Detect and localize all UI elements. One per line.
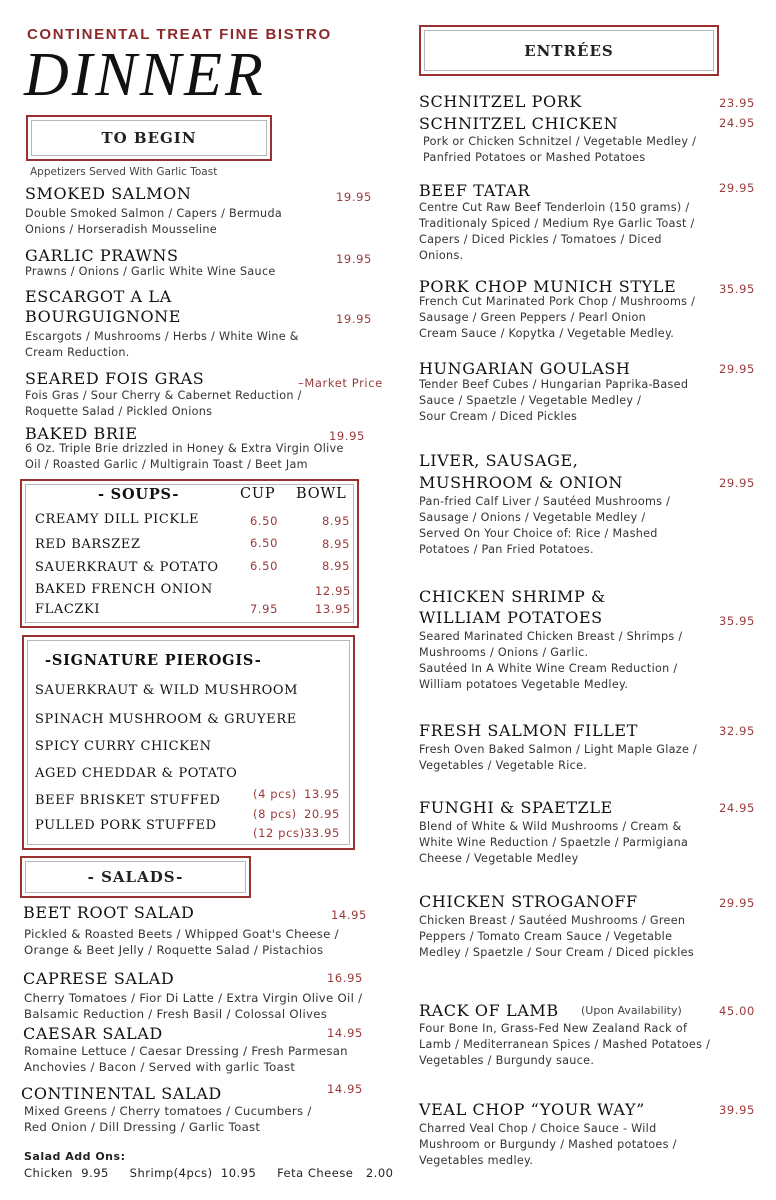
entree-title: HUNGARIAN GOULASH <box>419 359 631 378</box>
entree-title: CHICKEN SHRIMP & <box>419 587 606 606</box>
pierogis-heading: -SIGNATURE PIEROGIS- <box>45 652 262 669</box>
appetizer-title: BAKED BRIE <box>25 424 138 443</box>
appetizer-title: SEARED FOIS GRAS <box>25 369 205 388</box>
salad-desc: Romaine Lettuce / Caesar Dressing / Fresh Parmesan Anchovies / Bacon / Served with garlic Toast <box>24 1044 348 1074</box>
soup-name: FLACZKI <box>35 602 101 617</box>
salad-title: BEET ROOT SALAD <box>23 903 195 922</box>
entree-title: LIVER, SAUSAGE, <box>419 451 579 470</box>
pierogi-price: 20.95 <box>304 807 340 821</box>
entree-desc: Fresh Oven Baked Salmon / Light Maple Glaze / Vegetables / Vegetable Rice. <box>419 743 698 772</box>
salad-desc: Cherry Tomatoes / Fior Di Latte / Extra Virgin Olive Oil / Balsamic Reduction / Fresh Basil / Colossal Olives <box>24 991 363 1021</box>
soup-cup-price: 6.50 <box>250 559 279 573</box>
appetizer-desc: 6 Oz. Triple Brie drizzled in Honey & Extra Virgin Olive Oil / Roasted Garlic / Multigrain Toast / Beet Jam <box>25 442 344 471</box>
appetizer-price: 19.95 <box>336 252 372 266</box>
entree-desc: Four Bone In, Grass-Fed New Zealand Rack of Lamb / Mediterranean Spices / Mashed Potatoes / Vegetables / Burgundy sauce. <box>419 1022 711 1067</box>
entree-desc: Pan-fried Calf Liver / Sautéed Mushrooms / Sausage / Onions / Vegetable Medley / Served On Your Choice of: Rice / Mashed Potatoes / Pan Fried Potatoes. <box>419 495 671 556</box>
pierogi-name: SPINACH MUSHROOM & GRUYERE <box>35 712 297 727</box>
soup-bowl-price: 13.95 <box>315 602 351 616</box>
entree-title-line2: MUSHROOM & ONION <box>419 473 624 492</box>
entree-title: RACK OF LAMB <box>419 1001 559 1020</box>
salad-title: CAPRESE SALAD <box>23 969 175 988</box>
salad-price: 14.95 <box>327 1026 363 1040</box>
salad-price: 16.95 <box>327 971 363 985</box>
pierogi-qty: (4 pcs) <box>253 787 297 801</box>
soup-bowl-price: 8.95 <box>322 559 351 573</box>
entree-title: FUNGHI & SPAETZLE <box>419 798 613 817</box>
appetizer-title-line2: BOURGUIGNONE <box>25 307 182 326</box>
entree-desc: Chicken Breast / Sautéed Mushrooms / Green Peppers / Tomato Cream Sauce / Vegetable Medley / Spaetzle / Sour Cream / Diced pickles <box>419 914 694 959</box>
pierogi-name: AGED CHEDDAR & POTATO <box>35 766 238 781</box>
soup-bowl-price: 8.95 <box>322 514 351 528</box>
entree-price: 29.95 <box>719 476 755 490</box>
entree-title: VEAL CHOP “YOUR WAY” <box>419 1100 645 1119</box>
entree-price: 32.95 <box>719 724 755 738</box>
cup-column-label: CUP <box>240 486 276 502</box>
salads-heading: - SALADS- <box>87 868 184 886</box>
pierogi-name: SPICY CURRY CHICKEN <box>35 739 212 754</box>
salad-addons-title: Salad Add Ons: <box>24 1150 126 1163</box>
soup-name: CREAMY DILL PICKLE <box>35 512 200 527</box>
soups-heading: - SOUPS- <box>98 486 180 503</box>
soup-bowl-price: 8.95 <box>322 537 351 551</box>
soup-bowl-price: 12.95 <box>315 584 351 598</box>
soup-name: BAKED FRENCH ONION <box>35 582 213 597</box>
soup-name: RED BARSZEZ <box>35 537 141 552</box>
entree-price: 39.95 <box>719 1103 755 1117</box>
pierogi-price: 33.95 <box>304 826 340 840</box>
entree-desc: Charred Veal Chop / Choice Sauce - Wild Mushroom or Burgundy / Mashed potatoes / Vegetables medley. <box>419 1122 677 1167</box>
entree-price: 35.95 <box>719 282 755 296</box>
entrees-heading: ENTRÉES <box>524 41 614 60</box>
entree-price-2: 24.95 <box>719 116 755 130</box>
entree-desc: French Cut Marinated Pork Chop / Mushrooms / Sausage / Green Peppers / Pearl Onion Cream Sauce / Kopytka / Vegetable Medley. <box>419 295 696 340</box>
entree-desc: Pork or Chicken Schnitzel / Vegetable Medley / Panfried Potatoes or Mashed Potatoes <box>423 135 697 164</box>
menu-title: DINNER <box>24 41 266 109</box>
pierogi-price: 13.95 <box>304 787 340 801</box>
entree-price: 29.95 <box>719 896 755 910</box>
entree-title: BEEF TATAR <box>419 181 531 200</box>
appetizer-price: 19.95 <box>336 312 372 326</box>
salads-heading-box <box>20 856 251 898</box>
pierogi-name: SAUERKRAUT & WILD MUSHROOM <box>35 683 299 698</box>
salad-title: CONTINENTAL SALAD <box>21 1084 222 1103</box>
salad-price: 14.95 <box>331 908 367 922</box>
entree-title: PORK CHOP MUNICH STYLE <box>419 277 677 296</box>
bowl-column-label: BOWL <box>296 486 347 502</box>
entree-desc: Centre Cut Raw Beef Tenderloin (150 grams) / Traditionaly Spiced / Medium Rye Garlic Toast / Capers / Diced Pickles / Tomatoes / Diced Onions. <box>419 201 695 262</box>
appetizer-price: 19.95 <box>329 429 365 443</box>
entree-title-line2: WILLIAM POTATOES <box>419 608 603 627</box>
entree-title: SCHNITZEL PORK <box>419 92 582 111</box>
pierogi-name: BEEF BRISKET STUFFED <box>35 793 221 808</box>
salad-desc: Mixed Greens / Cherry tomatoes / Cucumbers / Red Onion / Dill Dressing / Garlic Toast <box>24 1104 312 1134</box>
restaurant-name: CONTINENTAL TREAT FINE BISTRO <box>27 26 332 43</box>
to-begin-heading: TO BEGIN <box>101 129 197 147</box>
appetizer-title: ESCARGOT A LA <box>25 287 172 306</box>
soup-cup-price: 6.50 <box>250 514 279 528</box>
salad-price: 14.95 <box>327 1082 363 1096</box>
appetizer-price: –Market Price <box>298 376 383 390</box>
appetizer-desc: Fois Gras / Sour Cherry & Cabernet Reduction / Roquette Salad / Pickled Onions <box>25 389 302 418</box>
appetizer-desc: Prawns / Onions / Garlic White Wine Sauce <box>25 265 276 278</box>
appetizer-title: GARLIC PRAWNS <box>25 246 179 265</box>
entree-price: 23.95 <box>719 96 755 110</box>
appetizer-desc: Double Smoked Salmon / Capers / Bermuda Onions / Horseradish Mousseline <box>25 207 283 236</box>
salad-desc: Pickled & Roasted Beets / Whipped Goat's Cheese / Orange & Beet Jelly / Roquette Salad / Pistachios <box>24 927 339 957</box>
entrees-heading-box <box>419 25 719 76</box>
appetizer-desc: Escargots / Mushrooms / Herbs / White Wine & Cream Reduction. <box>25 330 299 359</box>
appetizer-note: Appetizers Served With Garlic Toast <box>30 166 218 178</box>
appetizer-title: SMOKED SALMON <box>25 184 192 203</box>
soup-cup-price: 7.95 <box>250 602 279 616</box>
entree-price: 35.95 <box>719 614 755 628</box>
salad-addons: Chicken 9.95 Shrimp(4pcs) 10.95 Feta Cheese 2.00 <box>24 1166 394 1180</box>
pierogi-name: PULLED PORK STUFFED <box>35 818 217 833</box>
to-begin-heading-box <box>26 115 272 161</box>
entree-price: 45.00 <box>719 1004 755 1018</box>
entree-price: 29.95 <box>719 362 755 376</box>
entree-desc: Tender Beef Cubes / Hungarian Paprika-Based Sauce / Spaetzle / Vegetable Medley / Sour Cream / Diced Pickles <box>419 378 689 423</box>
pierogi-qty: (12 pcs) <box>253 826 305 840</box>
entree-title: FRESH SALMON FILLET <box>419 721 638 740</box>
availability-note: (Upon Availability) <box>581 1004 682 1017</box>
entree-desc: Seared Marinated Chicken Breast / Shrimps / Mushrooms / Onions / Garlic. Sautéed In A White Wine Cream Reduction / William potatoes Vegetable Medley. <box>419 630 683 691</box>
salad-title: CAESAR SALAD <box>23 1024 163 1043</box>
entree-title-line2: SCHNITZEL CHICKEN <box>419 114 619 133</box>
entree-title: CHICKEN STROGANOFF <box>419 892 638 911</box>
entree-price: 29.95 <box>719 181 755 195</box>
soup-cup-price: 6.50 <box>250 536 279 550</box>
entree-price: 24.95 <box>719 801 755 815</box>
pierogi-qty: (8 pcs) <box>253 807 297 821</box>
soup-name: SAUERKRAUT & POTATO <box>35 560 219 575</box>
entree-desc: Blend of White & Wild Mushrooms / Cream & White Wine Reduction / Spaetzle / Parmigiana Cheese / Vegetable Medley <box>419 820 689 865</box>
appetizer-price: 19.95 <box>336 190 372 204</box>
